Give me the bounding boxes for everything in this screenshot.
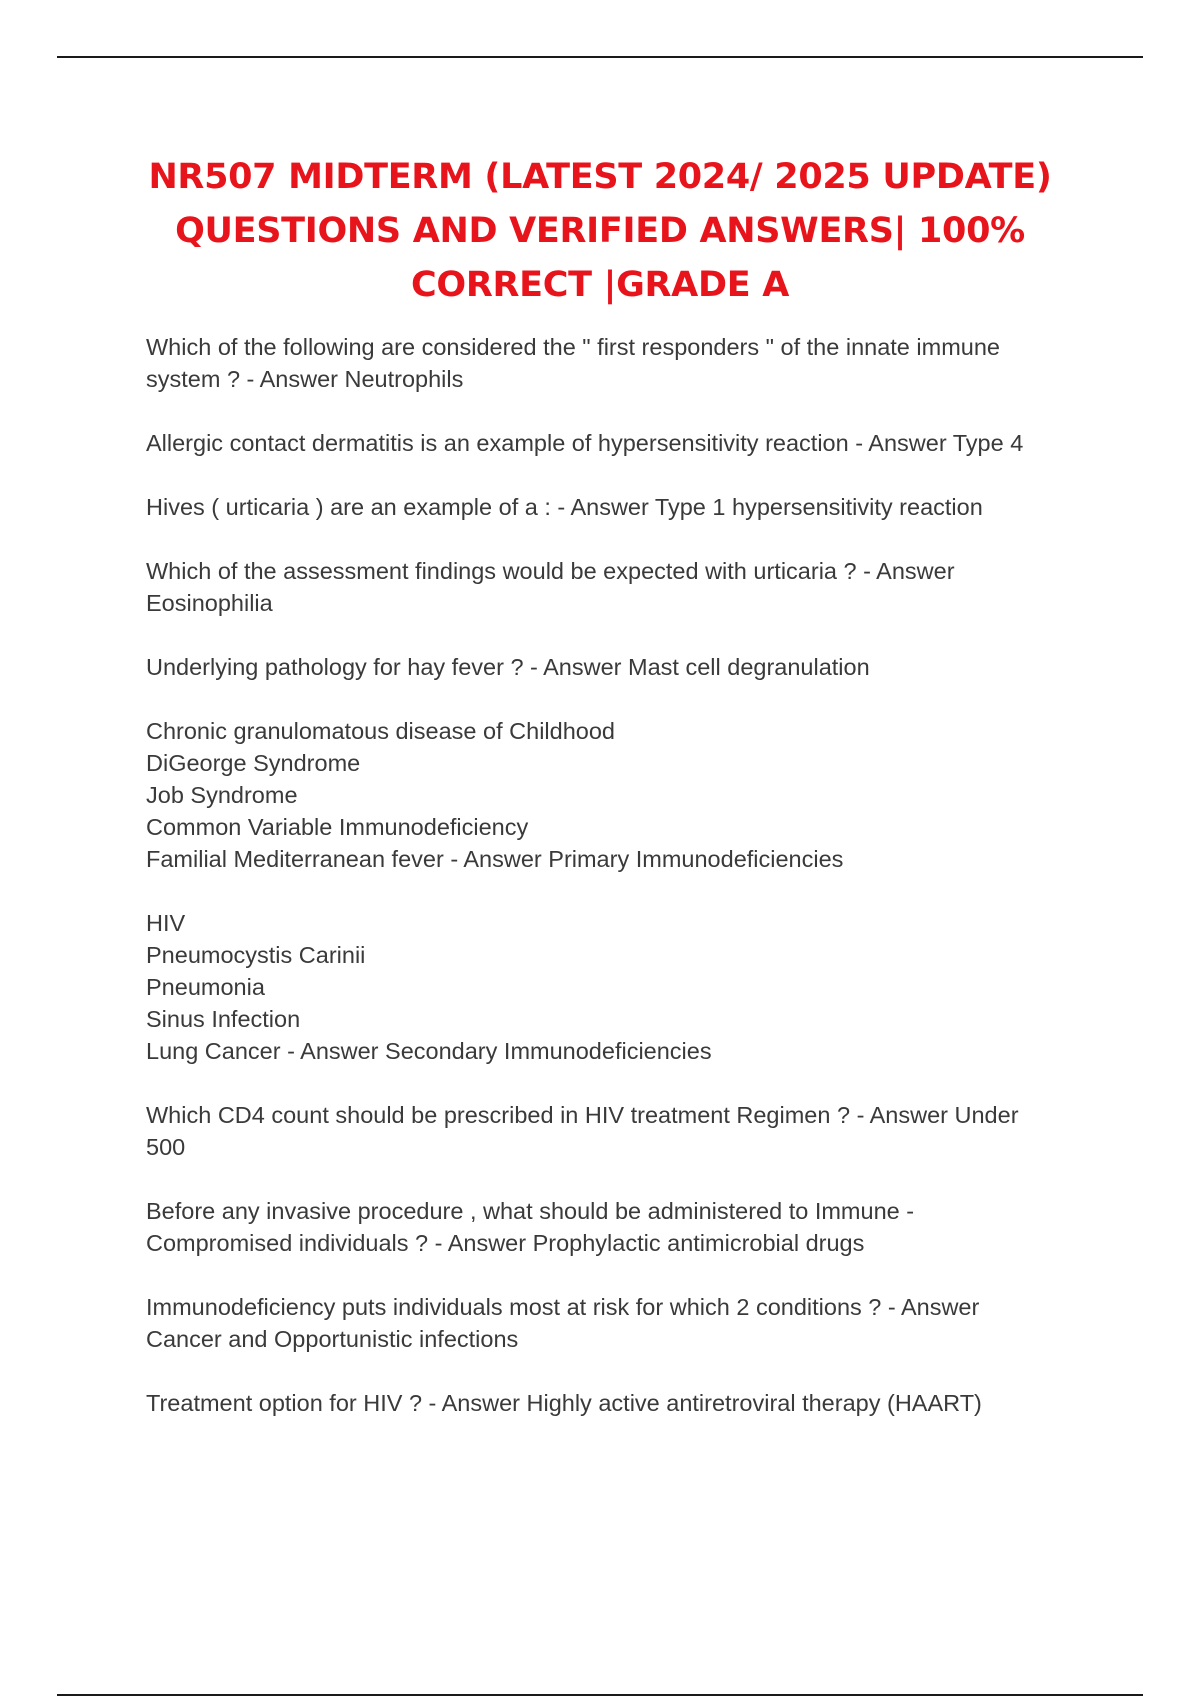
title-line: QUESTIONS AND VERIFIED ANSWERS| 100%	[175, 211, 1025, 251]
qa-line: Pneumonia	[146, 974, 265, 1000]
title-line: NR507 MIDTERM (LATEST 2024/ 2025 UPDATE)	[148, 157, 1052, 197]
bottom-divider	[57, 1694, 1143, 1696]
top-divider	[57, 56, 1143, 58]
qa-line: Immunodeficiency puts individuals most at risk for which 2 conditions ? - Answer	[146, 1294, 980, 1320]
qa-item	[146, 907, 1076, 1067]
qa-list	[146, 331, 1076, 1451]
qa-item	[146, 651, 1076, 683]
qa-line: Lung Cancer - Answer Secondary Immunodeficiencies	[146, 1038, 712, 1064]
qa-item	[146, 427, 1076, 459]
qa-line: Cancer and Opportunistic infections	[146, 1326, 519, 1352]
qa-line: Familial Mediterranean fever - Answer Primary Immunodeficiencies	[146, 846, 844, 872]
qa-line: system ? - Answer Neutrophils	[146, 366, 464, 392]
qa-line: Which CD4 count should be prescribed in HIV treatment Regimen ? - Answer Under	[146, 1102, 1019, 1128]
qa-line: Before any invasive procedure , what should be administered to Immune -	[146, 1198, 915, 1224]
qa-line: Which of the assessment findings would be expected with urticaria ? - Answer	[146, 558, 955, 584]
qa-line: Job Syndrome	[146, 782, 298, 808]
qa-line: DiGeorge Syndrome	[146, 750, 361, 776]
qa-line: Sinus Infection	[146, 1006, 301, 1032]
qa-item	[146, 1291, 1076, 1355]
qa-line: Hives ( urticaria ) are an example of a : - Answer Type 1 hypersensitivity reaction	[146, 494, 983, 520]
qa-item	[146, 715, 1076, 875]
qa-line: Which of the following are considered the " first responders " of the innate immune	[146, 334, 1000, 360]
qa-item	[146, 491, 1076, 523]
qa-line: HIV	[146, 910, 186, 936]
qa-line: Eosinophilia	[146, 590, 273, 616]
qa-line: 500	[146, 1134, 186, 1160]
qa-item	[146, 555, 1076, 619]
qa-line: Compromised individuals ? - Answer Prophylactic antimicrobial drugs	[146, 1230, 865, 1256]
qa-line: Common Variable Immunodeficiency	[146, 814, 529, 840]
qa-line: Allergic contact dermatitis is an example of hypersensitivity reaction - Answer Type 4	[146, 430, 1024, 456]
title-line: CORRECT |GRADE A	[411, 265, 789, 305]
qa-item	[146, 331, 1076, 395]
qa-item	[146, 1099, 1076, 1163]
qa-item	[146, 1387, 1076, 1419]
qa-line: Pneumocystis Carinii	[146, 942, 366, 968]
qa-line: Underlying pathology for hay fever ? - Answer Mast cell degranulation	[146, 654, 870, 680]
qa-line: Chronic granulomatous disease of Childhood	[146, 718, 615, 744]
document-title	[100, 150, 1100, 312]
qa-line: Treatment option for HIV ? - Answer Highly active antiretroviral therapy (HAART)	[146, 1390, 982, 1416]
qa-item	[146, 1195, 1076, 1259]
